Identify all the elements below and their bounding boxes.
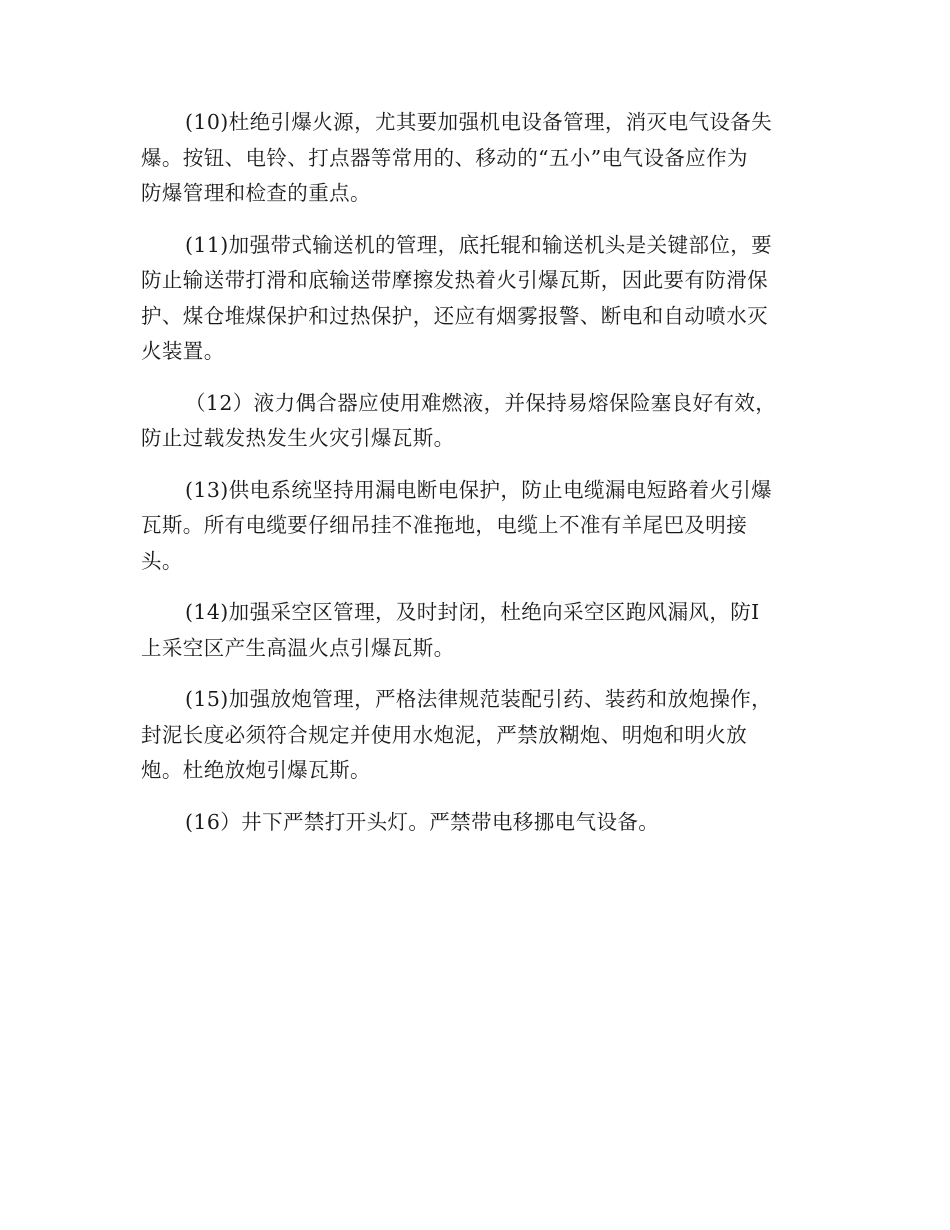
text-line: 封泥长度必须符合规定并使用水炮泥，严禁放糊炮、明炮和明火放 [141, 722, 748, 747]
text-line: (14)加强采空区管理，及时封闭，杜绝向采空区跑风漏风，防I [185, 600, 760, 624]
text-line: (16）井下严禁打开头灯。严禁带电移挪电气设备。 [185, 809, 660, 834]
text-line: 防止输送带打滑和底输送带摩擦发热着火引爆瓦斯，因此要有防滑保 [141, 268, 768, 292]
paragraph-13 [141, 473, 801, 580]
text-line: 炮。杜绝放炮引爆瓦斯。 [141, 758, 371, 782]
text-line: (13)供电系统坚持用漏电断电保护，防止电缆漏电短路着火引爆 [185, 477, 773, 502]
text-line: 防爆管理和检查的重点。 [141, 181, 371, 205]
text-line: 头。 [141, 548, 183, 573]
text-line: 防止过载发热发生火灾引爆瓦斯。 [141, 426, 455, 450]
paragraph-15 [141, 682, 801, 789]
text-line: 火装置。 [141, 339, 225, 363]
paragraph-16 [141, 805, 801, 841]
text-line: 上采空区产生高温火点引爆瓦斯。 [141, 635, 455, 660]
text-line: 瓦斯。所有电缆要仔细吊挂不准拖地，电缆上不准有羊尾巴及明接 [141, 513, 748, 537]
text-line: 护、煤仓堆煤保护和过热保护，还应有烟雾报警、断电和自动喷水灭 [141, 303, 768, 328]
paragraph-12 [141, 386, 801, 457]
text-line: (11)加强带式输送机的管理，底托辊和输送机头是关键部位，要 [185, 232, 773, 257]
text-line: （12）液力偶合器应使用难燃液，并保持易熔保险塞良好有效， [185, 390, 777, 415]
document-body [141, 105, 801, 856]
text-line: 爆。按钮、电铃、打点器等常用的、移动的“五小”电气设备应作为 [141, 145, 748, 170]
text-line: (10)杜绝引爆火源，尤其要加强机电设备管理，消灭电气设备失 [185, 110, 773, 134]
paragraph-11 [141, 228, 801, 370]
text-line: (15)加强放炮管理，严格法律规范装配引药、装药和放炮操作， [185, 687, 773, 711]
paragraph-14 [141, 595, 801, 666]
paragraph-10 [141, 105, 801, 212]
